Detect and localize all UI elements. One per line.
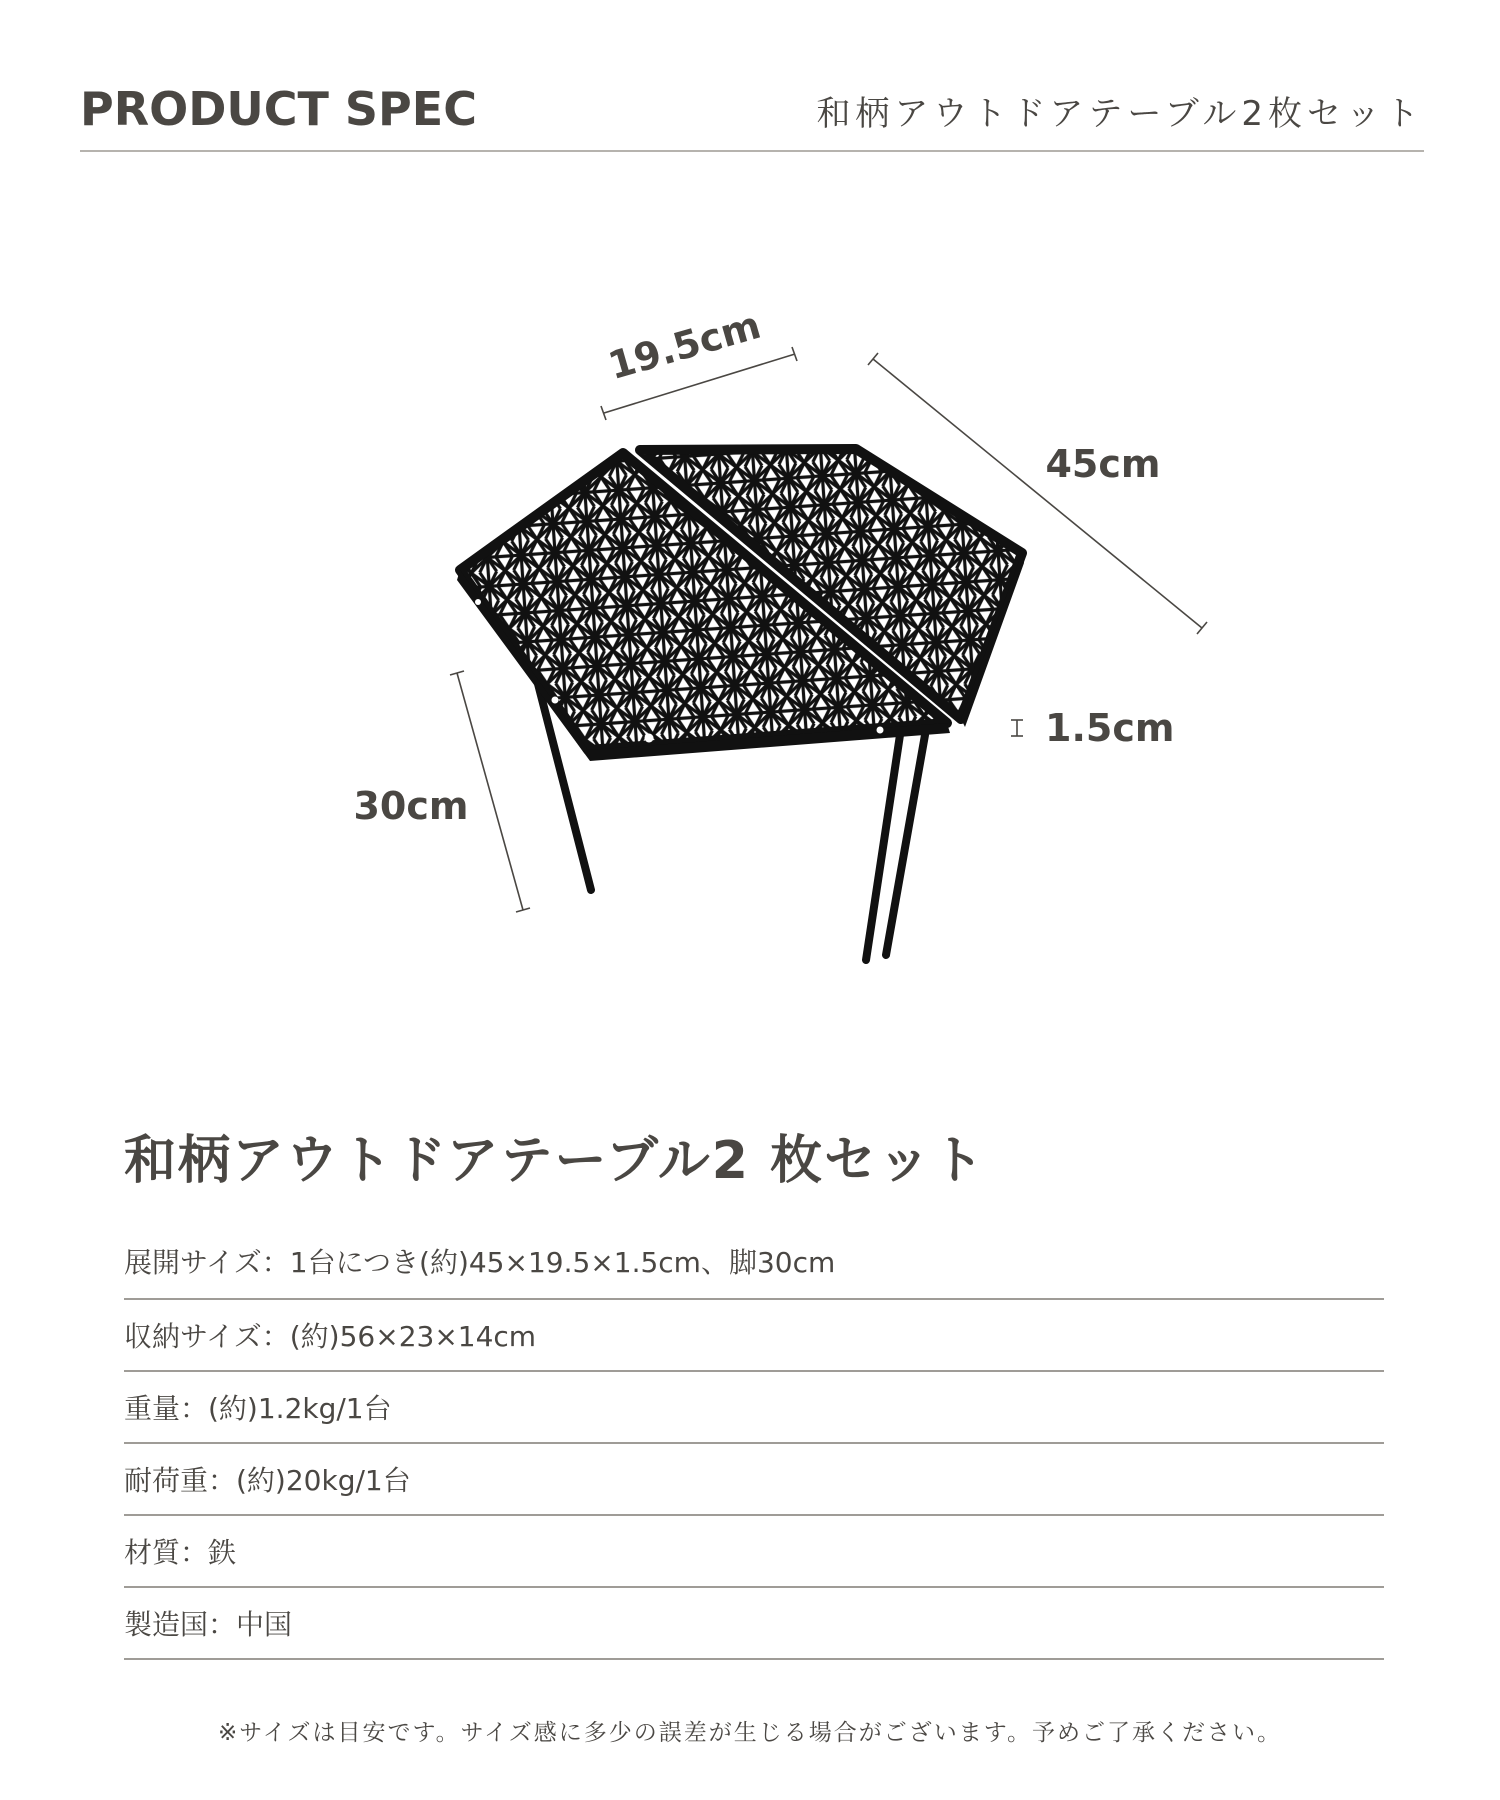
product-name-header: 和柄アウトドアテーブル2枚セット	[816, 94, 1424, 134]
size-disclaimer: ※サイズは目安です。サイズ感に多少の誤差が生じる場合がございます。予めご了承ください。	[218, 1720, 1282, 1746]
product-dimension-figure	[0, 170, 1500, 1030]
spec-row-deployed-size: 展開サイズ：1台につき(約)45×19.5×1.5cm、脚30cm	[124, 1224, 1384, 1300]
bolt-hole	[645, 734, 654, 743]
bolt-hole	[877, 727, 884, 734]
spec-row-material: 材質：鉄	[124, 1516, 1384, 1588]
thickness-label: 1.5cm	[1045, 706, 1175, 750]
spec-row-weight: 重量：(約)1.2kg/1台	[124, 1372, 1384, 1444]
spec-row-storage-size: 収納サイズ：(約)56×23×14cm	[124, 1300, 1384, 1372]
spec-row-load-capacity: 耐荷重：(約)20kg/1台	[124, 1444, 1384, 1516]
product-title: 和柄アウトドアテーブル2 枚セット	[124, 1131, 987, 1191]
length-label: 45cm	[1045, 442, 1161, 486]
bolt-hole	[552, 697, 559, 704]
spec-row-country: 製造国：中国	[124, 1588, 1384, 1660]
page-title: PRODUCT SPEC	[80, 82, 477, 136]
leg-height-label: 30cm	[353, 784, 469, 828]
header-divider	[80, 150, 1424, 152]
bolt-hole	[475, 599, 481, 605]
spec-list	[124, 1224, 1384, 1660]
width-label: 19.5cm	[603, 302, 766, 389]
